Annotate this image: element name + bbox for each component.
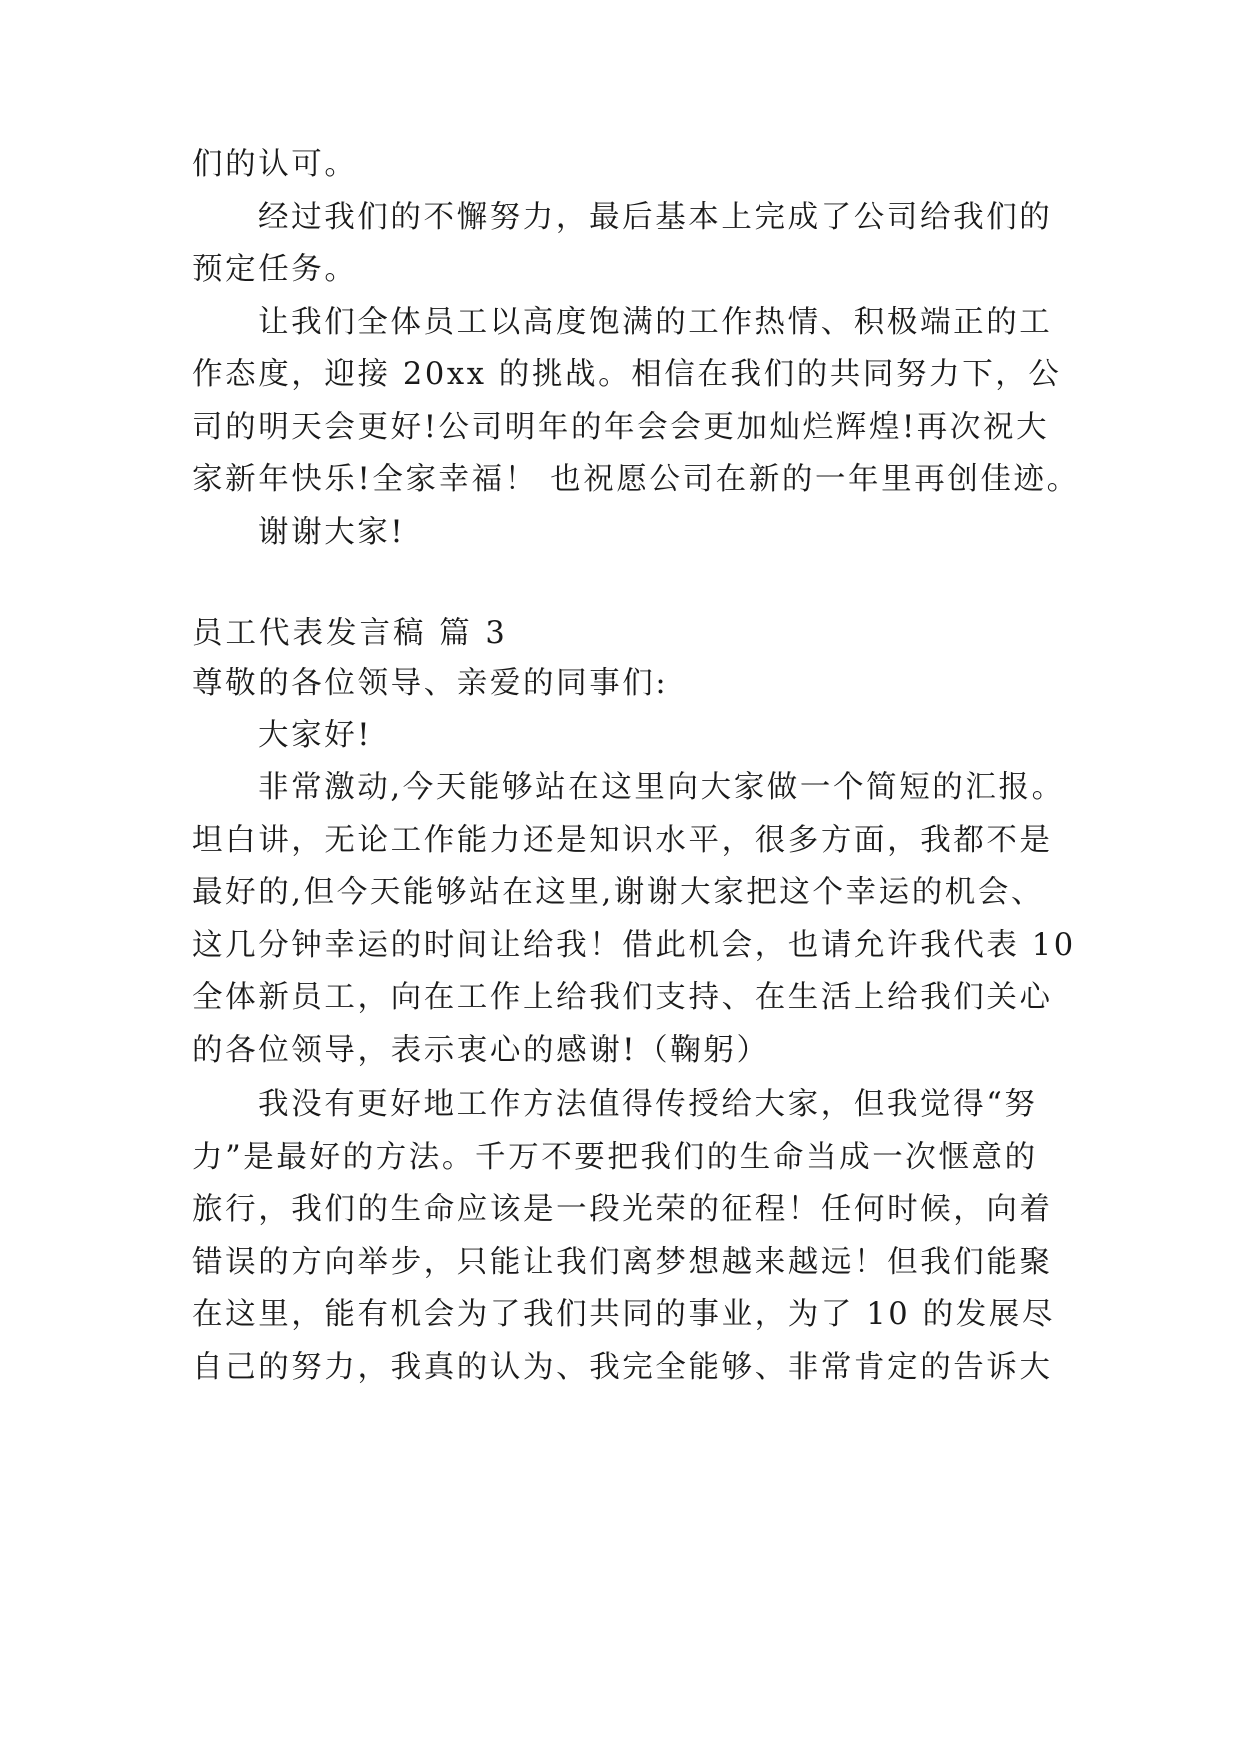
paragraph-line: 全体新员工，向在工作上给我们支持、在生活上给我们关心 xyxy=(192,980,1053,1015)
paragraph-line: 司的明天会更好!公司明年的年会会更加灿烂辉煌!再次祝大 xyxy=(192,410,1050,445)
paragraph-line: 谢谢大家! xyxy=(258,515,406,550)
greeting: 大家好! xyxy=(258,718,373,753)
paragraph-line: 自己的努力，我真的认为、我完全能够、非常肯定的告诉大 xyxy=(192,1350,1053,1385)
paragraph-line: 让我们全体员工以高度饱满的工作热情、积极端正的工 xyxy=(258,305,1053,340)
paragraph-line: 非常激动,今天能够站在这里向大家做一个简短的汇报。 xyxy=(258,770,1065,805)
paragraph-line: 力”是最好的方法。千万不要把我们的生命当成一次惬意的 xyxy=(192,1140,1038,1175)
paragraph-line: 家新年快乐!全家幸福！ 也祝愿公司在新的一年里再创佳迹。 xyxy=(192,462,1080,497)
section-title: 员工代表发言稿 篇 3 xyxy=(192,616,508,651)
paragraph-line: 这几分钟幸运的时间让给我！借此机会，也请允许我代表 10 xyxy=(192,928,1076,963)
paragraph-line: 们的认可。 xyxy=(192,147,358,182)
paragraph-line: 坦白讲，无论工作能力还是知识水平，很多方面，我都不是 xyxy=(192,823,1053,858)
paragraph-line: 的各位领导，表示衷心的感谢!（鞠躬） xyxy=(192,1033,770,1068)
paragraph-line: 预定任务。 xyxy=(192,252,358,287)
paragraph-line: 错误的方向举步，只能让我们离梦想越来越远！但我们能聚 xyxy=(192,1245,1053,1280)
paragraph-line: 我没有更好地工作方法值得传授给大家，但我觉得“努 xyxy=(258,1087,1038,1122)
paragraph-line: 在这里，能有机会为了我们共同的事业，为了 10 的发展尽 xyxy=(192,1297,1055,1332)
salutation: 尊敬的各位领导、亲爱的同事们: xyxy=(192,666,669,701)
paragraph-line: 经过我们的不懈努力，最后基本上完成了公司给我们的 xyxy=(258,200,1053,235)
paragraph-line: 旅行，我们的生命应该是一段光荣的征程！任何时候，向着 xyxy=(192,1192,1053,1227)
paragraph-line: 最好的,但今天能够站在这里,谢谢大家把这个幸运的机会、 xyxy=(192,875,1045,910)
paragraph-line: 作态度，迎接 20xx 的挑战。相信在我们的共同努力下，公 xyxy=(192,357,1062,392)
